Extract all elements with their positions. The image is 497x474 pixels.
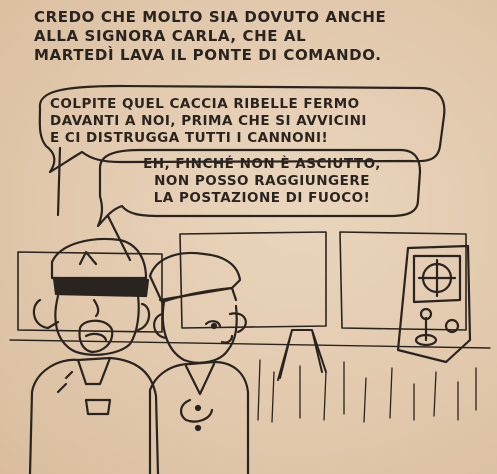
speech-text-gunner — [112, 156, 412, 207]
officer-character — [30, 239, 158, 474]
caption-box — [34, 8, 474, 65]
gunner-character — [150, 253, 248, 474]
floor-hatching — [258, 360, 476, 422]
speech-line: COLPITE QUEL CACCIA RIBELLE FERMO — [50, 96, 360, 112]
wet-floor-sign — [278, 330, 326, 380]
speech-line: EH, FINCHÉ NON È ASCIUTTO, — [143, 156, 381, 172]
speech-line: DAVANTI A NOI, PRIMA CHE SI AVVICINI — [50, 113, 367, 129]
fire-control-console — [398, 246, 470, 362]
speech-line: NON POSSO RAGGIUNGERE — [154, 173, 370, 189]
caption-line: ALLA SIGNORA CARLA, CHE AL — [34, 27, 307, 45]
caption-line: MARTEDÌ LAVA IL PONTE DI COMANDO. — [34, 46, 382, 64]
speech-line: LA POSTAZIONE DI FUOCO! — [153, 190, 371, 206]
speech-line: E CI DISTRUGGA TUTTI I CANNONI! — [50, 130, 329, 146]
speech-text-officer — [50, 96, 430, 147]
caption-line: CREDO CHE MOLTO SIA DOVUTO ANCHE — [34, 8, 387, 26]
bridge-window-center — [180, 232, 326, 328]
speech-bubble-officer-tail — [58, 148, 60, 215]
